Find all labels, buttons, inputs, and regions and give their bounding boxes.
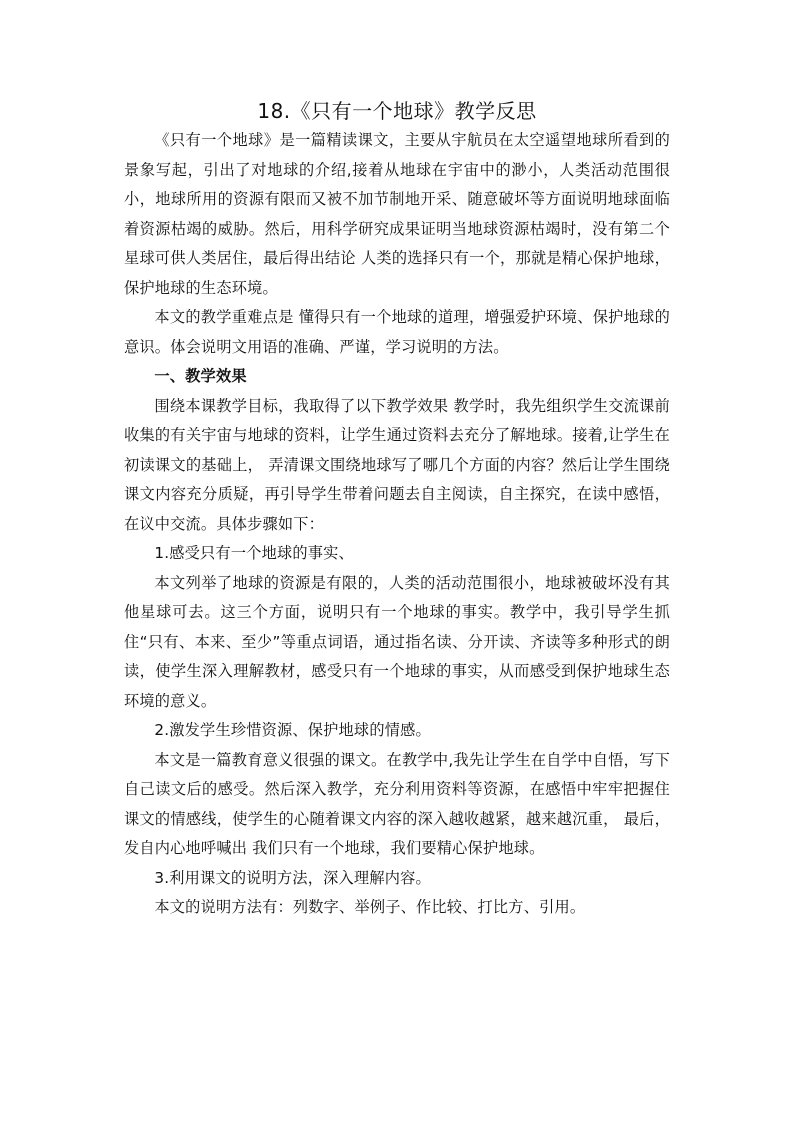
document-body [124, 96, 670, 923]
paragraph-2: 本文是一篇教育意义很强的课文。在教学中,我先让学生在自学中自悟，写下自己读文后的感受。然后深入教学，充分利用资料等资源，在感悟中牢牢把握住课文的情感线，使学生的心随着课文内容的深入越收越紧，越来越沉重， 最后，发自内心地呼喊出 我们只有一个地球，我们要精心保护地球。 [124, 750, 670, 857]
paragraph-teaching-effect: 围绕本课教学目标，我取得了以下教学效果 教学时，我先组织学生交流课前收集的有关宇宙与地球的资料，让学生通过资料去充分了解地球。接着,让学生在初读课文的基础上， 弄清课文围绕地球写了哪几个方面的内容？然后让学生围绕课文内容充分质疑，再引导学生带着问题去自主阅读，自主探究，在读中感悟，在议中交流。具体步骤如下： [124, 396, 670, 533]
paragraph-1: 本文列举了地球的资源是有限的，人类的活动范围很小，地球被破坏没有其他星球可去。这三个方面，说明只有一个地球的事实。教学中，我引导学生抓住“只有、本来、至少”等重点词语，通过指名读、分开读、齐读等多种形式的朗读，使学生深入理解教材，感受只有一个地球的事实，从而感受到保护地球生态环境的意义。 [124, 573, 670, 710]
subheading-3: 3.利用课文的说明方法，深入理解内容。 [154, 868, 431, 887]
section-heading-teaching-effect: 一、教学效果 [154, 367, 247, 385]
paragraph-key-points: 本文的教学重难点是 懂得只有一个地球的道理，增强爱护环境、保护地球的意识。体会说明文用语的准确、严谨，学习说明的方法。 [124, 308, 670, 356]
subheading-2: 2.激发学生珍惜资源、保护地球的情感。 [154, 721, 431, 739]
subheading-1: 1.感受只有一个地球的事实、 [154, 544, 354, 562]
paragraph-intro: 《只有一个地球》是一篇精读课文，主要从宇航员在太空遥望地球所看到的景象写起，引出了对地球的介绍,接着从地球在宇宙中的渺小，人类活动范围很小，地球所用的资源有限而又被不加节制地开采、随意破坏等方面说明地球面临着资源枯竭的威胁。然后，用科学研究成果证明当地球资源枯竭时，没有第二个星球可供人类居住，最后得出结论 人类的选择只有一个，那就是精心保护地球，保护地球的生态环境。 [124, 131, 670, 297]
document-title: 18.《只有一个地球》教学反思 [257, 99, 537, 123]
paragraph-3: 本文的说明方法有：列数字、举例子、作比较、打比方、引用。 [154, 898, 586, 916]
